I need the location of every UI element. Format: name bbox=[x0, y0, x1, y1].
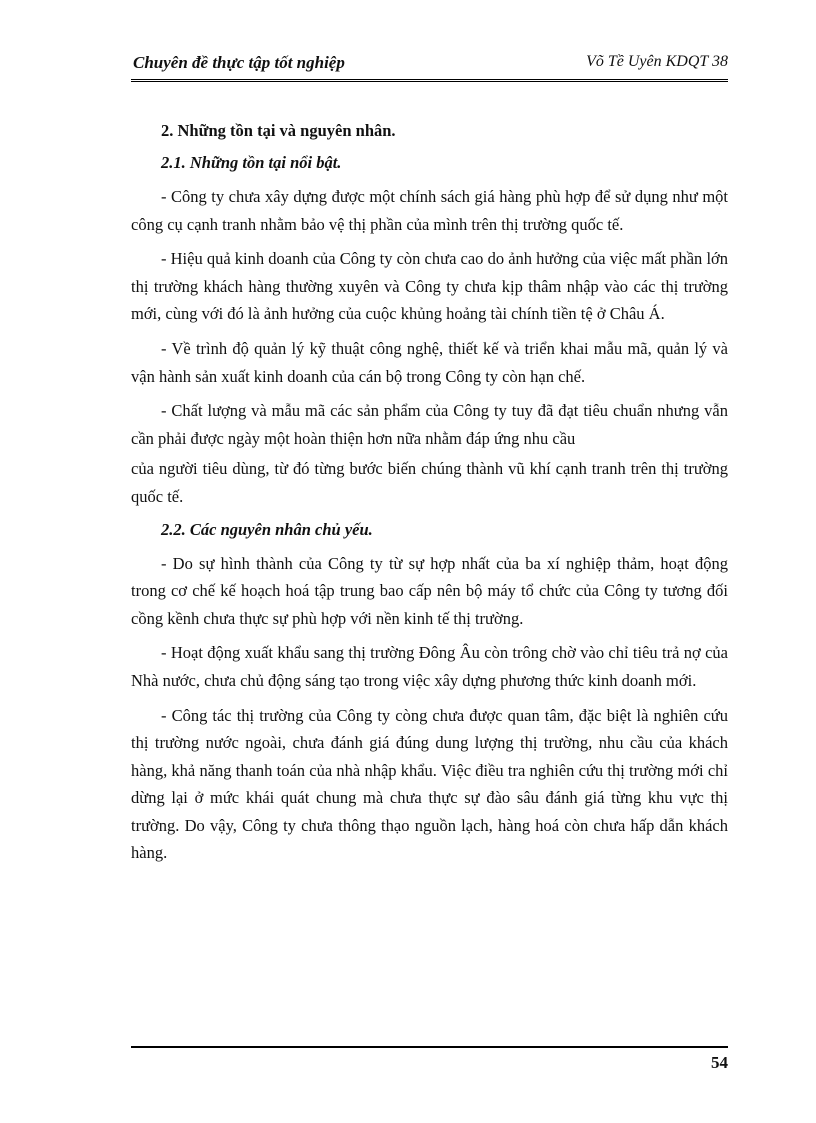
document-body bbox=[131, 104, 728, 867]
paragraph: - Công ty chưa xây dựng được một chính sách giá hàng phù hợp để sử dụng như một công cụ cạnh tranh nhằm bảo vệ thị phần của mình trên thị trường quốc tế. bbox=[131, 187, 728, 234]
header-report-title: Chuyên đề thực tập tốt nghiệp bbox=[133, 53, 345, 72]
paragraph: - Do sự hình thành của Công ty từ sự hợp nhất của ba xí nghiệp thảm, hoạt động trong cơ chế kế hoạch hoá tập trung bao cấp nên bộ máy tổ chức của Công ty tương đối cồng kềnh chưa thực sự phù hợp với nền kinh tế thị trường. bbox=[131, 553, 728, 628]
paragraph: - Hoạt động xuất khẩu sang thị trường Đông Âu còn trông chờ vào chỉ tiêu trả nợ của Nhà nước, chưa chủ động sáng tạo trong việc xây dựng phương thức kinh doanh mới. bbox=[131, 643, 728, 690]
page-header bbox=[131, 49, 728, 82]
section-heading: 2. Những tồn tại và nguyên nhân. bbox=[161, 121, 396, 140]
subsection-heading-main-causes: 2.2. Các nguyên nhân chủ yếu. bbox=[161, 519, 373, 539]
paragraph: - Công tác thị trường của Công ty còng chưa được quan tâm, đặc biệt là nghiên cứu thị trường nước ngoài, chưa đánh giá đúng dung lượng thị trường, nhu cầu của khách hàng, khả năng thanh toán của nhà nhập khẩu. Việc điều tra nghiên cứu thị trường mới chỉ dừng lại ở mức khái quát chung mà chưa thực sự đào sâu đánh giá từng khu vực thị trường. Do vậy, Công ty chưa thông thạo nguồn lạch, hàng hoá còn chưa hấp dẫn khách hàng. bbox=[131, 705, 728, 863]
footer-divider bbox=[131, 1046, 728, 1048]
paragraph: - Về trình độ quản lý kỹ thuật công nghệ, thiết kế và triển khai mẫu mã, quản lý và vận hành sản xuất kinh doanh của cán bộ trong Công ty còn hạn chế. bbox=[131, 338, 728, 386]
paragraph-continuation: của người tiêu dùng, từ đó từng bước biến chúng thành vũ khí cạnh tranh trên thị trường quốc tế. bbox=[131, 459, 728, 506]
paragraph: - Hiệu quả kinh doanh của Công ty còn chưa cao do ảnh hưởng của việc mất phần lớn thị trường khách hàng thường xuyên và Công ty chưa kịp thâm nhập vào các thị trường mới, cùng với đó là ảnh hưởng của cuộc khủng hoảng tài chính tiền tệ ở Châu Á. bbox=[131, 249, 728, 324]
header-author: Võ Tề Uyên KDQT 38 bbox=[586, 53, 728, 70]
paragraph: - Chất lượng và mẫu mã các sản phẩm của Công ty tuy đã đạt tiêu chuẩn nhưng vẫn cần phải được ngày một hoàn thiện hơn nữa nhằm đáp ứng nhu cầu bbox=[131, 401, 728, 448]
subsection-heading-existing-issues: 2.1. Những tồn tại nổi bật. bbox=[161, 153, 342, 172]
page-number: 54 bbox=[711, 1053, 728, 1072]
